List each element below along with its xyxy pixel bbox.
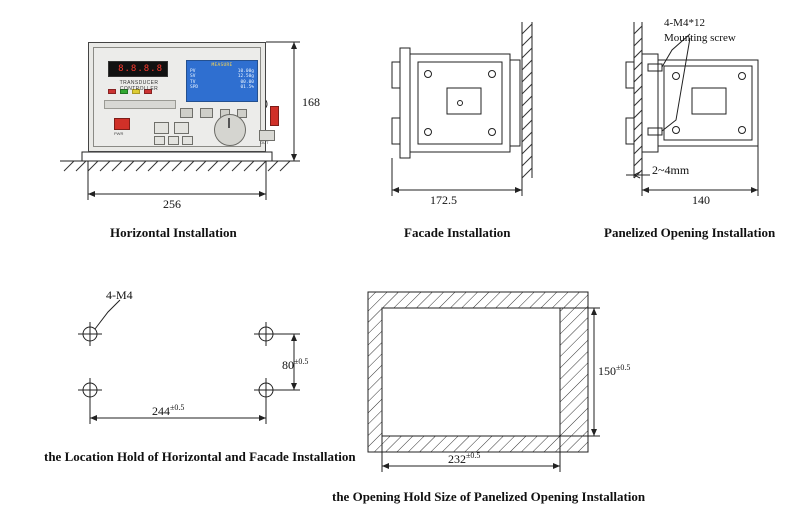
note-mounting-screw-spec: 4-M4*12 xyxy=(664,17,705,29)
lcd-row-label: SV xyxy=(190,74,196,79)
panel-inner-frame xyxy=(93,47,269,147)
dimension-opening-width-232 xyxy=(448,451,480,467)
lcd-title: MEASURE xyxy=(211,63,233,68)
lcd-row xyxy=(190,85,254,91)
dimension-value: 244 xyxy=(152,404,170,418)
lcd-screen xyxy=(186,60,258,102)
red-indicator-bar xyxy=(270,106,279,126)
panel-button[interactable] xyxy=(182,136,193,145)
lcd-row-value: 10.00g xyxy=(237,68,254,74)
dimension-tolerance: ±0.5 xyxy=(294,357,309,366)
dimension-panel-thickness: 2~4mm xyxy=(652,163,690,177)
button-group[interactable] xyxy=(154,122,189,134)
terminal-strip xyxy=(104,100,176,109)
connector-icon xyxy=(200,108,213,118)
output-port-label: OUT xyxy=(260,140,269,145)
power-label: PWR xyxy=(114,131,124,136)
lcd-row-value: 01.5% xyxy=(240,85,254,90)
dimension-value: 232 xyxy=(448,452,466,466)
lcd-row-label: TV xyxy=(190,79,196,85)
brand-label: TRANSDUCER CONTROLLER xyxy=(119,80,159,92)
caption-opening-hold: the Opening Hold Size of Panelized Opening Installation xyxy=(332,489,646,504)
dimension-depth-172-5: 172.5 xyxy=(430,193,457,207)
caption-horizontal-installation: Horizontal Installation xyxy=(110,225,237,240)
seven-segment-display: 8.8.8.8 xyxy=(108,61,168,77)
dimension-horizontal-pitch-244 xyxy=(152,403,184,419)
lcd-row-label: SPD xyxy=(190,85,199,90)
dimension-vertical-pitch-80 xyxy=(282,357,308,373)
controller-front-panel xyxy=(88,42,269,152)
dimension-tolerance: ±0.5 xyxy=(616,363,631,372)
lcd-row-value: 00.00 xyxy=(240,79,254,85)
red-indicator-block xyxy=(114,118,130,130)
dimension-width-256: 256 xyxy=(163,197,181,211)
caption-panelized-opening-installation: Panelized Opening Installation xyxy=(604,225,776,240)
connector-icon xyxy=(180,108,193,118)
dimension-tolerance: ±0.5 xyxy=(466,451,481,460)
dimension-value: 80 xyxy=(282,358,294,372)
rotary-knob[interactable] xyxy=(214,114,246,146)
caption-facade-installation: Facade Installation xyxy=(404,225,511,240)
note-mounting-screw-text: Mounting screw xyxy=(664,32,736,44)
panel-button[interactable] xyxy=(168,136,179,145)
note-4-m4: 4-M4 xyxy=(106,288,133,302)
caption-location-hold: the Location Hold of Horizontal and Facade Installation xyxy=(44,449,356,464)
dimension-tolerance: ±0.5 xyxy=(170,403,185,412)
panel-button[interactable] xyxy=(154,136,165,145)
dimension-height-168: 168 xyxy=(302,95,320,109)
dimension-value: 150 xyxy=(598,364,616,378)
panel-button[interactable] xyxy=(154,122,169,134)
lcd-row-label: PV xyxy=(190,68,196,74)
dimension-depth-140: 140 xyxy=(692,193,710,207)
dimension-opening-height-150 xyxy=(598,363,630,379)
panel-button[interactable] xyxy=(174,122,189,134)
lcd-row-value: 12.50g xyxy=(237,74,254,79)
